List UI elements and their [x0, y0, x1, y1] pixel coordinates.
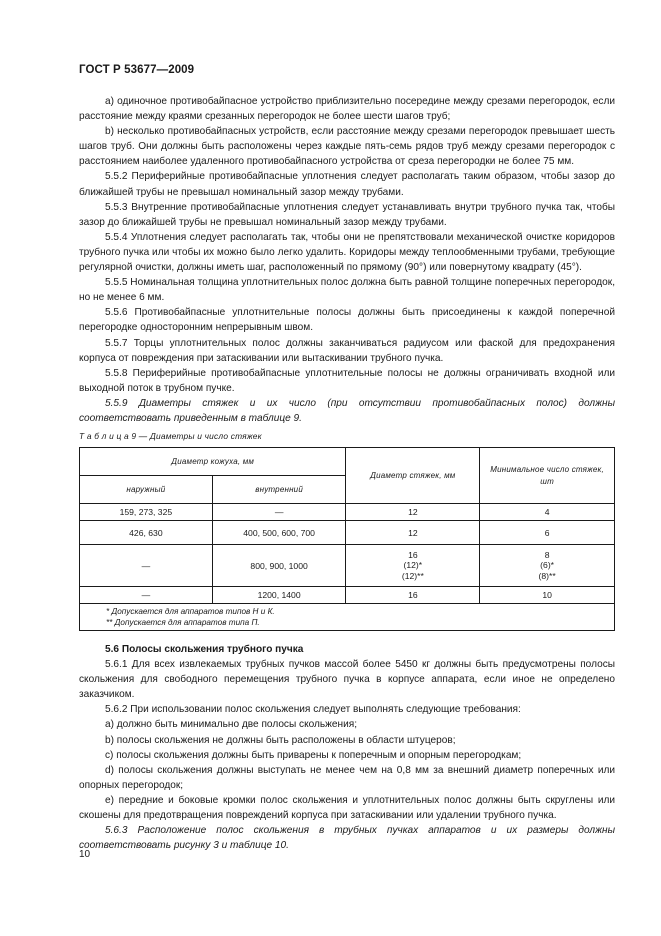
document-header: ГОСТ Р 53677—2009: [79, 64, 195, 76]
paragraph: 5.5.7 Торцы уплотнительных полос должны заканчиваться радиусом или фаской для предохранения корпуса от повреждения при затаскивании или вытаскивании трубного пучка.: [79, 337, 615, 364]
paragraph: a) одиночное противобайпасное устройство приблизительно посередине между срезами перегородок, если расстояние между краями срезанных перегородок не более шести шагов труб;: [79, 96, 615, 123]
cell-count: 4: [480, 504, 615, 521]
paragraph: b) несколько противобайпасных устройств, если расстояние между срезами перегородок превышает шесть шагов труб. Они должны быть расположены через каждые пять-семь рядов труб между срезами перегородок с расстоянием наиболее удаленного противобайпасного устройства от среза перегородки не более 75 мм.: [79, 126, 615, 168]
cell-outer: 426, 630: [80, 521, 213, 545]
table-note: ** Допускается для аппаратов типа П.: [106, 618, 260, 627]
table-caption: Т а б л и ц а 9 — Диаметры и число стяжек: [79, 431, 262, 441]
page-number: 10: [79, 849, 91, 860]
cell-count: 10: [480, 587, 615, 604]
header-inner: внутренний: [212, 476, 346, 504]
cell-diameter: 16 (12)* (12)**: [346, 545, 480, 587]
cell-diameter: 12: [346, 504, 480, 521]
paragraph-italic: 5.6.3 Расположение полос скольжения в трубных пучках аппаратов и их размеры должны соответствовать рисунку 3 и таблице 10.: [79, 825, 615, 852]
cell-outer: —: [80, 545, 213, 587]
cell-count: 8 (6)* (8)**: [480, 545, 615, 587]
cell-diameter: 16: [346, 587, 480, 604]
paragraph: 5.5.2 Периферийные противобайпасные уплотнения следует располагать таким образом, чтобы зазор до ближайшей трубы не превышал номинальный зазор между трубами.: [79, 171, 615, 198]
table-row: [80, 521, 615, 545]
table-row: [80, 545, 615, 587]
cell-inner: —: [212, 504, 346, 521]
list-item: d) полосы скольжения должны выступать не менее чем на 0,8 мм за внешний диаметр поперечных или опорных перегородок;: [79, 764, 615, 791]
cell-inner: 1200, 1400: [212, 587, 346, 604]
header-min-count: Минимальное число стяжек, шт: [480, 448, 615, 504]
paragraph: 5.5.5 Номинальная толщина уплотнительных полос должна быть равной толщине поперечных перегородок, но не менее 6 мм.: [79, 277, 615, 304]
table-note: * Допускается для аппаратов типов Н и К.: [106, 607, 275, 616]
cell-diameter: 12: [346, 521, 480, 545]
paragraph: 5.5.8 Периферийные противобайпасные уплотнительные полосы не должны ограничивать входной или выходной поток в трубном пучке.: [79, 367, 615, 394]
cell-count: 6: [480, 521, 615, 545]
cell-outer: 159, 273, 325: [80, 504, 213, 521]
paragraph: 5.5.6 Противобайпасные уплотнительные полосы должны быть присоединены к каждой поперечной перегородке односторонним непрерывным швом.: [79, 307, 615, 334]
body-text: [79, 94, 615, 426]
section-5-6: [79, 642, 615, 853]
header-rod-diameter: Диаметр стяжек, мм: [346, 448, 480, 504]
cell-outer: —: [80, 587, 213, 604]
rods-table: [79, 447, 615, 631]
table-row: [80, 504, 615, 521]
header-shell-diameter: Диаметр кожуха, мм: [80, 448, 346, 476]
section-title: 5.6 Полосы скольжения трубного пучка: [105, 644, 304, 655]
cell-inner: 800, 900, 1000: [212, 545, 346, 587]
list-item: c) полосы скольжения должны быть приварены к поперечным и опорным перегородкам;: [105, 749, 522, 761]
header-outer: наружный: [80, 476, 213, 504]
paragraph: 5.5.4 Уплотнения следует располагать так, чтобы они не препятствовали механической очистке коридоров трубного пучка или чтобы их можно было легко удалить. Коридоры между теплообменными трубами, требующие регулярной очистки, должны иметь шаг, расположенный по прямому (90°) или повернутому квадрату (45°).: [79, 231, 615, 274]
table-notes: [80, 604, 615, 631]
paragraph: 5.6.1 Для всех извлекаемых трубных пучков массой более 5450 кг должны быть предусмотрены полосы скольжения для свободного перемещения трубного пучка в корпусе аппарата, если иное не определено заказчиком.: [79, 659, 615, 701]
table-row: [80, 587, 615, 604]
list-item: b) полосы скольжения не должны быть расположены в области штуцеров;: [105, 734, 456, 746]
paragraph-italic: 5.5.9 Диаметры стяжек и их число (при отсутствии противобайпасных полос) должны соответствовать приведенным в таблице 9.: [79, 397, 615, 424]
list-item: e) передние и боковые кромки полос скольжения и уплотнительных полос должны быть скруглены или скошены для предотвращения повреждений корпуса при затаскивании или удалении трубного пучка.: [79, 794, 615, 822]
list-item: a) должно быть минимально две полосы скольжения;: [105, 719, 358, 731]
paragraph: 5.5.3 Внутренние противобайпасные уплотнения следует устанавливать внутри трубного пучка так, чтобы зазор до ближайшей трубы не превышал номинальный зазор между трубами.: [79, 201, 615, 228]
paragraph: 5.6.2 При использовании полос скольжения следует выполнять следующие требования:: [105, 704, 521, 716]
cell-inner: 400, 500, 600, 700: [212, 521, 346, 545]
